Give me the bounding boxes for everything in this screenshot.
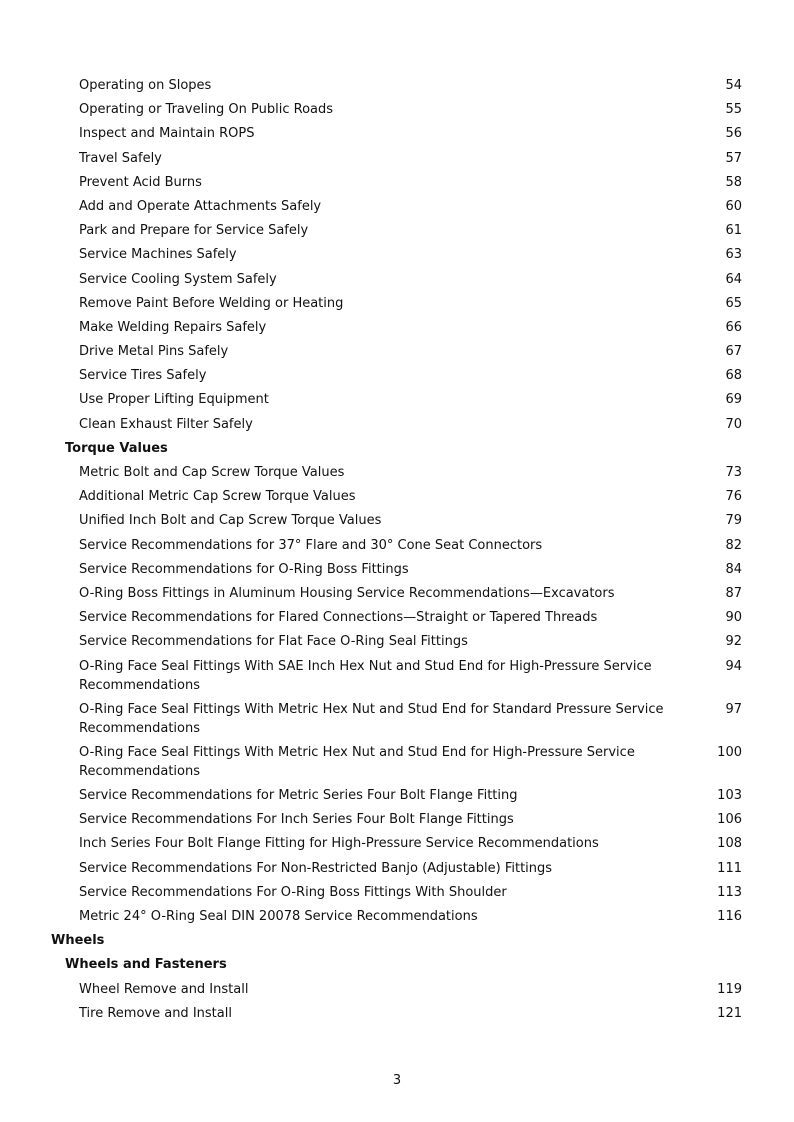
toc-entry[interactable] [0, 76, 794, 95]
toc-entry-page: 70 [725, 416, 742, 432]
toc-entry-title: Service Recommendations For Non-Restricted Banjo (Adjustable) Fittings [79, 860, 553, 876]
toc-entry-title: Remove Paint Before Welding or Heating [79, 295, 344, 311]
toc-entry-page: 94 [725, 658, 742, 674]
toc-entry[interactable] [0, 883, 794, 902]
toc-entry[interactable] [0, 632, 794, 651]
toc-entry-title: Service Machines Safely [79, 247, 237, 263]
toc-entry[interactable] [0, 657, 794, 695]
toc-entry-page: 111 [717, 860, 742, 876]
toc-entry-page: 79 [725, 513, 742, 529]
toc-entry-title: Service Recommendations for Flared Connections—Straight or Tapered Threads [79, 610, 598, 626]
toc-entry[interactable] [0, 221, 794, 240]
toc-entry-page: 116 [717, 909, 742, 924]
toc-entry[interactable] [0, 980, 794, 999]
toc-entry[interactable] [0, 536, 794, 555]
toc-entry-title: Unified Inch Bolt and Cap Screw Torque Values [79, 513, 382, 529]
toc-section-heading[interactable] [0, 931, 794, 950]
toc-entry[interactable] [0, 149, 794, 168]
toc-entry-page: 90 [725, 610, 742, 626]
toc-entry[interactable] [0, 608, 794, 627]
toc-entry-page: 64 [725, 271, 742, 287]
toc-entry[interactable] [0, 834, 794, 853]
toc-entry[interactable] [0, 415, 794, 434]
toc-entry-page: 73 [725, 465, 742, 480]
toc-entry[interactable] [0, 584, 794, 603]
toc-entry-page: 66 [725, 319, 742, 335]
toc-entry-title: Drive Metal Pins Safely [79, 344, 229, 360]
toc-entry-page: 76 [725, 489, 742, 505]
toc-entry[interactable] [0, 810, 794, 829]
toc-entry[interactable] [0, 560, 794, 579]
toc-entry-page: 63 [725, 247, 742, 263]
toc-entry-title: O-Ring Face Seal Fittings With Metric Hex Nut and Stud End for Standard Pressure Service Recommendations [79, 701, 664, 736]
toc-entry-title: Service Recommendations For Inch Series Four Bolt Flange Fittings [79, 812, 514, 828]
toc-section-heading[interactable] [0, 955, 794, 974]
toc-entry-title: Use Proper Lifting Equipment [79, 392, 269, 408]
toc-entry-title: Make Welding Repairs Safely [79, 319, 267, 335]
toc-entry-page: 84 [725, 561, 742, 577]
toc-entry-page: 60 [725, 198, 742, 214]
toc-entry-title: Service Recommendations For O-Ring Boss Fittings With Shoulder [79, 884, 507, 900]
toc-entry-page: 58 [725, 174, 742, 190]
toc-entry-page: 108 [717, 836, 742, 852]
toc-entry-page: 67 [725, 344, 742, 360]
toc-entry-title: Service Recommendations for Flat Face O-Ring Seal Fittings [79, 634, 468, 650]
toc-entry[interactable] [0, 245, 794, 264]
toc-entry[interactable] [0, 318, 794, 337]
toc-entry-title: Tire Remove and Install [79, 1005, 232, 1021]
toc-entry-page: 100 [717, 744, 742, 760]
toc-entry-page: 55 [725, 102, 742, 118]
toc-entry-title: Wheel Remove and Install [79, 981, 249, 997]
page-number: 3 [392, 1073, 402, 1088]
toc-entry[interactable] [0, 342, 794, 361]
toc-entry[interactable] [0, 270, 794, 289]
toc-entry-page: 69 [725, 392, 742, 408]
toc-entry-title: Torque Values [65, 440, 168, 456]
toc-entry[interactable] [0, 100, 794, 119]
toc-entry-title: Park and Prepare for Service Safely [79, 223, 309, 239]
toc-entry-title: Operating on Slopes [79, 78, 212, 93]
toc-entry-title: Wheels and Fasteners [65, 957, 227, 973]
toc-entry-title: Service Recommendations for 37° Flare and 30° Cone Seat Connectors [79, 537, 543, 553]
toc-entry[interactable] [0, 366, 794, 385]
toc-entry-title: Travel Safely [79, 150, 162, 166]
toc-entry[interactable] [0, 390, 794, 409]
toc-entry[interactable] [0, 294, 794, 313]
toc-entry[interactable] [0, 859, 794, 878]
toc-entry[interactable] [0, 907, 794, 926]
toc-entry-page: 61 [725, 223, 742, 239]
toc-entry-title: O-Ring Boss Fittings in Aluminum Housing Service Recommendations—Excavators [79, 585, 615, 601]
toc-entry-page: 103 [717, 788, 742, 804]
toc-entry[interactable] [0, 124, 794, 143]
toc-entry-page: 119 [717, 981, 742, 997]
toc-entry-page: 113 [717, 884, 742, 900]
toc-entry-title: Prevent Acid Burns [79, 174, 202, 190]
toc-entry-page: 56 [725, 126, 742, 142]
toc-entry-title: Metric Bolt and Cap Screw Torque Values [79, 465, 345, 480]
toc-entry-title: O-Ring Face Seal Fittings With SAE Inch Hex Nut and Stud End for High-Pressure Service Recommendations [79, 658, 652, 693]
toc-entry-page: 92 [725, 634, 742, 650]
toc-entry[interactable] [0, 743, 794, 781]
toc-entry[interactable] [0, 1004, 794, 1023]
toc-entry-title: Inch Series Four Bolt Flange Fitting for High-Pressure Service Recommendations [79, 836, 599, 852]
toc-entry[interactable] [0, 487, 794, 506]
table-of-contents [0, 76, 794, 1028]
toc-entry-title: Add and Operate Attachments Safely [79, 198, 322, 214]
toc-entry-title: O-Ring Face Seal Fittings With Metric Hex Nut and Stud End for High-Pressure Service Recommendations [79, 744, 635, 779]
toc-entry[interactable] [0, 700, 794, 738]
toc-entry-title: Service Recommendations for Metric Series Four Bolt Flange Fitting [79, 788, 518, 804]
toc-entry-title: Metric 24° O-Ring Seal DIN 20078 Service Recommendations [79, 909, 478, 924]
toc-entry-page: 87 [725, 585, 742, 601]
toc-entry-page: 121 [717, 1005, 742, 1021]
toc-entry-page: 82 [725, 537, 742, 553]
toc-entry-title: Service Tires Safely [79, 368, 207, 384]
toc-entry-title: Operating or Traveling On Public Roads [79, 102, 334, 118]
toc-entry-page: 68 [725, 368, 742, 384]
toc-entry-page: 65 [725, 295, 742, 311]
toc-entry-title: Clean Exhaust Filter Safely [79, 416, 253, 432]
toc-entry-page: 97 [725, 701, 742, 717]
toc-entry-title: Service Cooling System Safely [79, 271, 277, 287]
toc-entry[interactable] [0, 197, 794, 216]
toc-entry-page: 54 [725, 78, 742, 93]
toc-entry[interactable] [0, 463, 794, 482]
toc-entry[interactable] [0, 173, 794, 192]
toc-entry-title: Wheels [51, 933, 105, 949]
toc-entry[interactable] [0, 511, 794, 530]
toc-entry-title: Additional Metric Cap Screw Torque Values [79, 489, 356, 505]
toc-entry-page: 57 [725, 150, 742, 166]
toc-section-heading[interactable] [0, 439, 794, 458]
toc-entry-title: Inspect and Maintain ROPS [79, 126, 255, 142]
toc-entry[interactable] [0, 786, 794, 805]
toc-entry-page: 106 [717, 812, 742, 828]
toc-entry-title: Service Recommendations for O-Ring Boss Fittings [79, 561, 409, 577]
